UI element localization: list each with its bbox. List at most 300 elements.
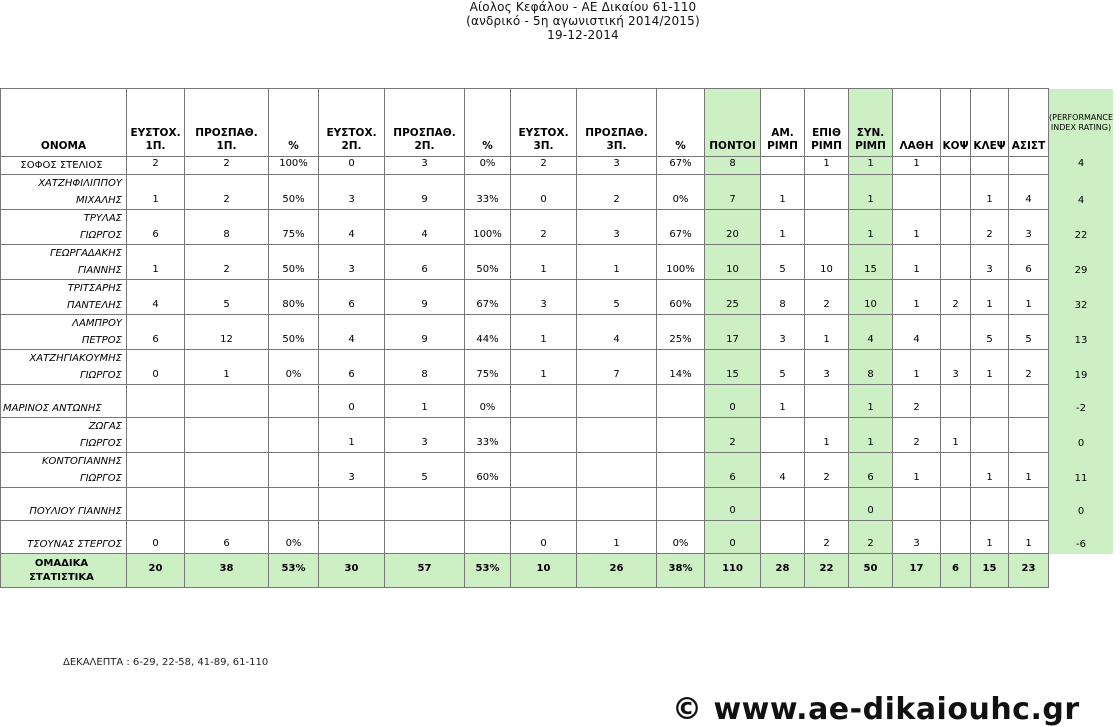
stat-cell: 10 [705, 245, 761, 280]
stat-cell [465, 521, 511, 554]
player-name-line: ΜΑΡΙΝΟΣ ΑΝΤΩΝΗΣ [3, 403, 102, 414]
table-row [1, 385, 1114, 418]
total-cell: 38 [185, 554, 269, 588]
stat-cell [385, 488, 465, 521]
total-cell: 20 [127, 554, 185, 588]
stat-cell: 1 [511, 350, 577, 385]
table-row [1, 210, 1114, 245]
col-3p-pct: % [657, 89, 705, 157]
stat-cell: 5 [385, 453, 465, 488]
stat-cell: 4 [127, 280, 185, 315]
total-cell: 57 [385, 554, 465, 588]
stat-cell [893, 175, 941, 210]
stat-cell: 25% [657, 315, 705, 350]
stat-cell [127, 453, 185, 488]
player-name-line: ΖΩΓΑΣ [88, 421, 122, 432]
stat-cell [761, 157, 805, 175]
stat-cell: 2 [971, 210, 1009, 245]
stat-cell: 1 [849, 210, 893, 245]
stat-cell: 33% [465, 175, 511, 210]
player-name [1, 350, 127, 385]
stat-cell: 6 [185, 521, 269, 554]
player-name [1, 385, 127, 418]
stat-cell [657, 488, 705, 521]
player-name [1, 315, 127, 350]
col-pir: (PERFORMANCE INDEX RATING) [1049, 89, 1114, 157]
stat-cell: 3 [319, 175, 385, 210]
totals-label-line: ΟΜΑΔΙΚΑ [34, 557, 89, 569]
stat-cell: 1 [971, 280, 1009, 315]
stat-cell [941, 385, 971, 418]
table-row [1, 157, 1114, 175]
stat-cell: 0% [657, 175, 705, 210]
stat-cell: 11 [1049, 453, 1114, 488]
stat-cell: 2 [1009, 350, 1049, 385]
stat-cell: 1 [971, 175, 1009, 210]
stat-cell: 50% [269, 315, 319, 350]
table-row [1, 453, 1114, 488]
stat-cell: 0 [511, 175, 577, 210]
player-name-line: ΠΟΥΛΙΟΥ ΓΙΑΝΝΗΣ [29, 506, 122, 517]
player-name-line: ΜΙΧΑΛΗΣ [76, 195, 122, 206]
stat-cell: 3 [385, 418, 465, 453]
stat-cell: 1 [761, 385, 805, 418]
stat-cell: 1 [971, 521, 1009, 554]
stat-cell: 2 [805, 453, 849, 488]
stat-cell: 50% [465, 245, 511, 280]
stat-cell: 9 [385, 175, 465, 210]
stat-cell: 8 [705, 157, 761, 175]
stat-cell: 4 [849, 315, 893, 350]
stat-cell: 1 [805, 315, 849, 350]
stat-cell: 50% [269, 245, 319, 280]
stat-cell: 1 [511, 245, 577, 280]
stat-cell: 4 [319, 210, 385, 245]
stat-cell: 8 [185, 210, 269, 245]
col-2p-made: ΕΥΣΤΟΧ. 2Π. [319, 89, 385, 157]
stat-cell [319, 521, 385, 554]
stat-cell: 22 [1049, 210, 1114, 245]
stat-cell [941, 157, 971, 175]
stat-cell: 2 [941, 280, 971, 315]
stat-cell: 1 [849, 385, 893, 418]
stat-cell [185, 453, 269, 488]
stat-cell [269, 418, 319, 453]
site-watermark: © www.ae-dikaiouhc.gr [672, 692, 1080, 727]
stat-cell [971, 385, 1009, 418]
stat-cell: 2 [893, 418, 941, 453]
stat-cell: 2 [805, 521, 849, 554]
table-row [1, 350, 1114, 385]
stat-cell: 3 [385, 157, 465, 175]
player-name-line: ΚΟΝΤΟΓΙΑΝΝΗΣ [41, 456, 122, 467]
stat-cell [941, 488, 971, 521]
stat-cell [577, 385, 657, 418]
stat-cell [941, 453, 971, 488]
player-name [1, 453, 127, 488]
stat-cell: 1 [893, 280, 941, 315]
stat-cell: 0 [1049, 488, 1114, 521]
stat-cell: 2 [893, 385, 941, 418]
player-name-line: ΤΡΥΛΑΣ [83, 213, 122, 224]
total-cell: 22 [805, 554, 849, 588]
stat-cell: 6 [127, 210, 185, 245]
table-row [1, 418, 1114, 453]
stat-cell: 0% [269, 350, 319, 385]
stat-cell: 1 [805, 418, 849, 453]
stat-cell: 100% [465, 210, 511, 245]
stat-cell [657, 418, 705, 453]
stat-cell: 10 [805, 245, 849, 280]
stat-cell: 5 [761, 245, 805, 280]
total-cell: 15 [971, 554, 1009, 588]
stat-cell [971, 418, 1009, 453]
stat-cell [319, 488, 385, 521]
col-ft-pct: % [269, 89, 319, 157]
stat-cell: 0 [705, 488, 761, 521]
stat-cell: 4 [893, 315, 941, 350]
stat-cell: 2 [185, 175, 269, 210]
col-blocks: ΚΟΨ [941, 89, 971, 157]
stat-cell: 0 [849, 488, 893, 521]
player-name [1, 418, 127, 453]
col-ft-made: ΕΥΣΤΟΧ. 1Π. [127, 89, 185, 157]
stat-cell [577, 488, 657, 521]
stat-cell [941, 315, 971, 350]
stat-cell: 0 [319, 385, 385, 418]
player-name-line: ΓΙΑΝΝΗΣ [77, 265, 122, 276]
empty-cell [1049, 554, 1114, 588]
stat-cell [577, 453, 657, 488]
stat-cell: 4 [1009, 175, 1049, 210]
stat-cell: 4 [1049, 157, 1114, 175]
stat-cell [1009, 488, 1049, 521]
total-cell: 50 [849, 554, 893, 588]
stat-cell: 33% [465, 418, 511, 453]
stat-cell: 2 [127, 157, 185, 175]
stat-cell [1009, 385, 1049, 418]
stat-cell: 6 [319, 280, 385, 315]
stat-cell: 6 [385, 245, 465, 280]
stat-cell [511, 488, 577, 521]
stat-cell: 67% [465, 280, 511, 315]
total-cell: 26 [577, 554, 657, 588]
col-points: ΠΟΝΤΟΙ [705, 89, 761, 157]
player-name [1, 280, 127, 315]
stat-cell: 1 [971, 453, 1009, 488]
stat-cell: 2 [849, 521, 893, 554]
stat-cell: 4 [577, 315, 657, 350]
total-cell: 10 [511, 554, 577, 588]
match-subtitle: (ανδρικό - 5η αγωνιστική 2014/2015) [466, 14, 700, 28]
stat-cell: 75% [269, 210, 319, 245]
player-name [1, 521, 127, 554]
stat-cell: 1 [761, 175, 805, 210]
stat-cell [465, 488, 511, 521]
stat-cell: 32 [1049, 280, 1114, 315]
stat-cell: 1 [849, 157, 893, 175]
col-turnovers: ΛΑΘΗ [893, 89, 941, 157]
stat-cell: 10 [849, 280, 893, 315]
stat-cell: 5 [971, 315, 1009, 350]
col-3p-made: ΕΥΣΤΟΧ. 3Π. [511, 89, 577, 157]
stat-cell: 3 [319, 453, 385, 488]
total-cell: 28 [761, 554, 805, 588]
stat-cell [657, 385, 705, 418]
col-assists: ΑΣΙΣΤ [1009, 89, 1049, 157]
stat-cell [511, 453, 577, 488]
stat-cell: 1 [893, 210, 941, 245]
stat-cell: 1 [1009, 453, 1049, 488]
stat-cell: 0 [1049, 418, 1114, 453]
stat-cell: 9 [385, 280, 465, 315]
stat-cell [511, 385, 577, 418]
stat-cell: 67% [657, 210, 705, 245]
stat-cell: 6 [319, 350, 385, 385]
stat-cell [761, 418, 805, 453]
player-name-line: ΧΑΤΖΗΦΙΛΙΠΠΟΥ [38, 178, 122, 189]
stat-cell [1009, 157, 1049, 175]
match-date: 19-12-2014 [547, 28, 619, 42]
stat-cell: 4 [319, 315, 385, 350]
stat-cell [805, 210, 849, 245]
stat-cell: 19 [1049, 350, 1114, 385]
stat-cell [941, 245, 971, 280]
header-row [1, 89, 1114, 157]
stat-cell [127, 418, 185, 453]
col-ft-att: ΠΡΟΣΠΑΘ. 1Π. [185, 89, 269, 157]
player-name-line: ΤΡΙΤΣΑΡΗΣ [67, 283, 122, 294]
stat-cell [269, 385, 319, 418]
stat-cell: 0 [705, 385, 761, 418]
stat-cell [385, 521, 465, 554]
stat-cell: 6 [1009, 245, 1049, 280]
stat-cell: 0% [465, 157, 511, 175]
report-header [0, 0, 1120, 42]
stat-cell: 50% [269, 175, 319, 210]
stat-cell: 9 [385, 315, 465, 350]
match-title: Αίολος Κεφάλου - ΑΕ Δικαίου 61-110 [469, 0, 697, 14]
stat-cell [805, 488, 849, 521]
stat-cell: 7 [705, 175, 761, 210]
stat-cell: 1 [761, 210, 805, 245]
stat-cell: 2 [511, 157, 577, 175]
stat-cell: 0 [127, 350, 185, 385]
stat-cell: 1 [319, 418, 385, 453]
table-row [1, 488, 1114, 521]
table-row [1, 315, 1114, 350]
stat-cell: 6 [849, 453, 893, 488]
player-name [1, 157, 127, 175]
stat-cell: 0 [705, 521, 761, 554]
stat-cell: 1 [577, 245, 657, 280]
stat-cell: 3 [761, 315, 805, 350]
stat-cell: 1 [893, 245, 941, 280]
player-name [1, 488, 127, 521]
stat-cell: 8 [849, 350, 893, 385]
stat-cell: 60% [465, 453, 511, 488]
total-cell: 17 [893, 554, 941, 588]
total-cell: 23 [1009, 554, 1049, 588]
stat-cell: 1 [1009, 280, 1049, 315]
stat-cell: 29 [1049, 245, 1114, 280]
stat-cell: 67% [657, 157, 705, 175]
stat-cell: 4 [385, 210, 465, 245]
stat-cell: 3 [805, 350, 849, 385]
quarter-scores: ΔΕΚΑΛΕΠΤΑ : 6-29, 22-58, 41-89, 61-110 [63, 657, 269, 668]
stat-cell: 13 [1049, 315, 1114, 350]
stat-cell: 1 [849, 175, 893, 210]
stat-cell [761, 488, 805, 521]
stat-cell [185, 418, 269, 453]
stat-cell [269, 488, 319, 521]
stat-cell [971, 157, 1009, 175]
stat-cell: 1 [385, 385, 465, 418]
player-name-line: ΣΟΦΟΣ ΣΤΕΛΙΟΣ [20, 160, 103, 171]
stat-cell: 1 [511, 315, 577, 350]
stat-cell: 100% [657, 245, 705, 280]
stat-cell: 1 [127, 245, 185, 280]
player-name-line: ΓΙΩΡΓΟΣ [80, 370, 122, 381]
col-def-reb: ΑΜ. ΡΙΜΠ [761, 89, 805, 157]
table-row [1, 245, 1114, 280]
col-2p-pct: % [465, 89, 511, 157]
stat-cell: 3 [577, 157, 657, 175]
player-name [1, 175, 127, 210]
stat-cell: -2 [1049, 385, 1114, 418]
stat-cell: 20 [705, 210, 761, 245]
table-row [1, 280, 1114, 315]
stat-cell: 0% [657, 521, 705, 554]
stat-cell [127, 385, 185, 418]
player-name-line: ΠΑΝΤΕΛΗΣ [67, 300, 122, 311]
player-name-line: ΠΕΤΡΟΣ [81, 335, 122, 346]
totals-label [1, 554, 127, 588]
stat-cell: 2 [705, 418, 761, 453]
col-off-reb: ΕΠΙΘ ΡΙΜΠ [805, 89, 849, 157]
stat-cell [577, 418, 657, 453]
stat-cell: 44% [465, 315, 511, 350]
total-cell: 110 [705, 554, 761, 588]
stat-cell: 0% [465, 385, 511, 418]
stat-cell [185, 385, 269, 418]
stat-cell: 1 [1009, 521, 1049, 554]
stat-cell: 1 [893, 453, 941, 488]
player-name-line: ΤΣΟΥΝΑΣ ΣΤΕΡΓΟΣ [27, 539, 122, 550]
stat-cell [1009, 418, 1049, 453]
stat-cell: 14% [657, 350, 705, 385]
stat-cell [893, 488, 941, 521]
stat-cell: -6 [1049, 521, 1114, 554]
stat-cell: 1 [971, 350, 1009, 385]
stat-cell: 0 [127, 521, 185, 554]
total-cell: 6 [941, 554, 971, 588]
stat-cell: 6 [705, 453, 761, 488]
player-name-line: ΓΙΩΡΓΟΣ [80, 230, 122, 241]
col-steals: ΚΛΕΨ [971, 89, 1009, 157]
col-3p-att: ΠΡΟΣΠΑΘ. 3Π. [577, 89, 657, 157]
total-cell: 38% [657, 554, 705, 588]
total-cell: 53% [269, 554, 319, 588]
stat-cell: 1 [941, 418, 971, 453]
stat-cell: 3 [893, 521, 941, 554]
stat-cell [941, 175, 971, 210]
stat-cell [941, 210, 971, 245]
stat-cell: 12 [185, 315, 269, 350]
stat-cell: 5 [1009, 315, 1049, 350]
player-name-line: ΓΙΩΡΓΟΣ [80, 473, 122, 484]
player-name-line: ΓΕΩΡΓΑΔΑΚΗΣ [49, 248, 122, 259]
stat-cell: 2 [577, 175, 657, 210]
stat-cell: 1 [127, 175, 185, 210]
stat-cell: 2 [185, 245, 269, 280]
stat-cell: 3 [971, 245, 1009, 280]
player-name-line: ΧΑΤΖΗΓΙΑΚΟΥΜΗΣ [29, 353, 122, 364]
stat-cell [185, 488, 269, 521]
player-name [1, 245, 127, 280]
stat-cell [269, 453, 319, 488]
stat-cell: 1 [805, 157, 849, 175]
stat-cell: 0% [269, 521, 319, 554]
stat-cell: 1 [185, 350, 269, 385]
stat-cell: 7 [577, 350, 657, 385]
stat-cell: 6 [127, 315, 185, 350]
stat-cell: 3 [577, 210, 657, 245]
player-name-line: ΓΙΩΡΓΟΣ [80, 438, 122, 449]
stat-cell: 4 [761, 453, 805, 488]
stat-cell [971, 488, 1009, 521]
totals-row [1, 554, 1114, 588]
stat-cell: 3 [319, 245, 385, 280]
stat-cell: 0 [319, 157, 385, 175]
stat-cell: 1 [849, 418, 893, 453]
stat-cell [657, 453, 705, 488]
stat-cell: 1 [893, 350, 941, 385]
stat-cell: 2 [185, 157, 269, 175]
totals-label-line: ΣΤΑΤΙΣΤΙΚΑ [29, 571, 94, 583]
col-total-reb: ΣΥΝ. ΡΙΜΠ [849, 89, 893, 157]
stat-cell: 0 [511, 521, 577, 554]
player-stats-table [0, 88, 1114, 588]
table-row [1, 521, 1114, 554]
stat-cell [805, 385, 849, 418]
player-name-line: ΛΑΜΠΡΟΥ [72, 318, 122, 329]
stat-cell: 3 [511, 280, 577, 315]
stat-cell: 5 [577, 280, 657, 315]
stat-cell: 8 [761, 280, 805, 315]
col-2p-att: ΠΡΟΣΠΑΘ. 2Π. [385, 89, 465, 157]
stat-cell: 5 [761, 350, 805, 385]
stat-cell: 2 [805, 280, 849, 315]
stat-cell: 3 [941, 350, 971, 385]
stat-cell: 25 [705, 280, 761, 315]
player-name [1, 210, 127, 245]
total-cell: 53% [465, 554, 511, 588]
col-name: ΟΝΟΜΑ [1, 89, 127, 157]
stat-cell: 1 [577, 521, 657, 554]
stat-cell: 3 [1009, 210, 1049, 245]
stat-cell [511, 418, 577, 453]
table-row [1, 175, 1114, 210]
stat-cell: 5 [185, 280, 269, 315]
stat-cell [127, 488, 185, 521]
stat-cell [805, 175, 849, 210]
stat-cell: 17 [705, 315, 761, 350]
stat-cell: 15 [705, 350, 761, 385]
total-cell: 30 [319, 554, 385, 588]
stat-cell: 15 [849, 245, 893, 280]
stat-cell: 75% [465, 350, 511, 385]
